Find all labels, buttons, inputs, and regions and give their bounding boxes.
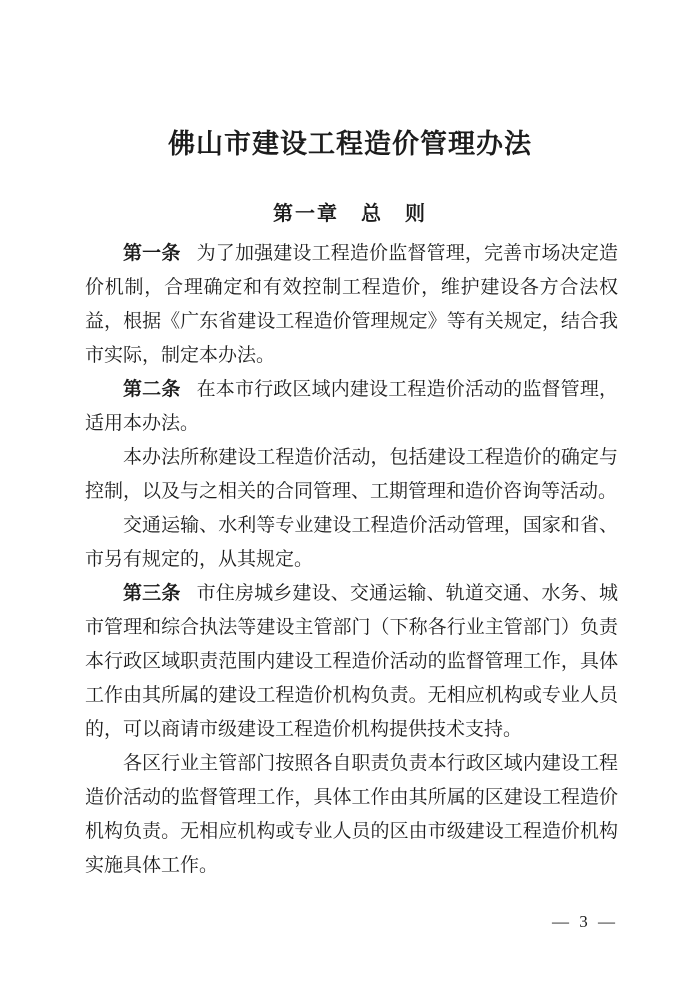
document-body <box>85 237 618 883</box>
paragraph-text: 在本市行政区域内建设工程造价活动的监督管理，适用本办法。 <box>85 379 618 434</box>
paragraph-article-2 <box>85 373 618 441</box>
paragraph-text: 为了加强建设工程造价监督管理，完善市场决定造价机制，合理确定和有效控制工程造价，维护建设各方合法权益，根据《广东省建设工程造价管理规定》等有关规定，结合我市实际，制定本办法。 <box>85 243 618 366</box>
paragraph-article-1 <box>85 237 618 373</box>
paragraph-text: 市住房城乡建设、交通运输、轨道交通、水务、城市管理和综合执法等建设主管部门（下称各行业主管部门）负责本行政区域职责范围内建设工程造价活动的监督管理工作，具体工作由其所属的建设工程造价机构负责。无相应机构或专业人员的，可以商请市级建设工程造价机构提供技术支持。 <box>85 583 618 740</box>
page-number: — 3 — <box>552 912 618 931</box>
paragraph-article-3 <box>85 577 618 747</box>
paragraph-article-2-cont-2 <box>85 509 618 577</box>
paragraph-text: 交通运输、水利等专业建设工程造价活动管理，国家和省、市另有规定的，从其规定。 <box>85 515 618 570</box>
paragraph-article-3-cont <box>85 747 618 883</box>
paragraph-article-2-cont-1 <box>85 441 618 509</box>
document-title: 佛山市建设工程造价管理办法 <box>168 129 532 159</box>
article-number: 第一条 <box>123 243 181 264</box>
paragraph-text: 各区行业主管部门按照各自职责负责本行政区域内建设工程造价活动的监督管理工作，具体工作由其所属的区建设工程造价机构负责。无相应机构或专业人员的区由市级建设工程造价机构实施具体工作。 <box>85 753 618 876</box>
article-number: 第三条 <box>123 583 181 604</box>
chapter-heading: 第一章 总 则 <box>273 203 427 225</box>
article-number: 第二条 <box>123 379 181 400</box>
paragraph-text: 本办法所称建设工程造价活动，包括建设工程造价的确定与控制，以及与之相关的合同管理、工期管理和造价咨询等活动。 <box>85 447 618 502</box>
